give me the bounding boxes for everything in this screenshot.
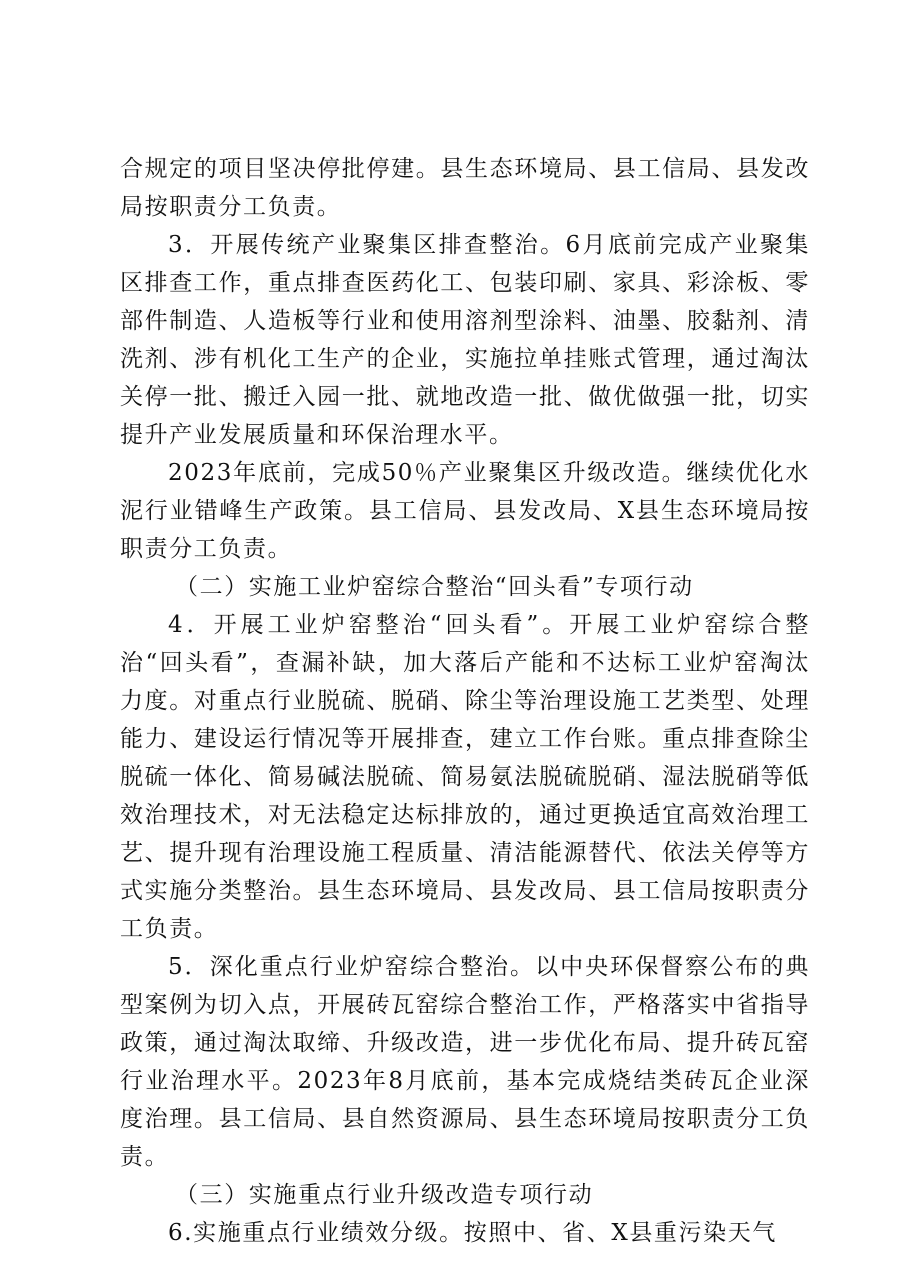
paragraph-item-6: 6.实施重点行业绩效分级。按照中、省、X县重污染天气 xyxy=(168,1220,777,1246)
paragraph-item-3: 3．开展传统产业聚集区排查整治。6月底前完成产业聚集区排查工作，重点排查医药化工、包装印刷、家具、彩涂板、零部件制造、人造板等行业和使用溶剂型涂料、油墨、胶黏剂、清洗剂、涉有机化工生产的企业，实施拉单挂账式管理，通过淘汰关停一批、搬迁入园一批、就地改造一批、做优做强一批，切实提升产业发展质量和环保治理水平。 xyxy=(120,232,810,448)
paragraph-item-4: 4．开展工业炉窑整治“回头看”。开展工业炉窑综合整治“回头看”，查漏补缺，加大落后产能和不达标工业炉窑淘汰力度。对重点行业脱硫、脱硝、除尘等治理设施工艺类型、处理能力、建设运行情况等开展排查，建立工作台账。重点排查除尘脱硫一体化、简易碱法脱硫、简易氨法脱硫脱硝、湿法脱硝等低效治理技术，对无法稳定达标排放的，通过更换适宜高效治理工艺、提升现有治理设施工程质量、清洁能源替代、依法关停等方式实施分类整治。县生态环境局、县发改局、县工信局按职责分工负责。 xyxy=(120,612,810,942)
section-heading-3: （三）实施重点行业升级改造专项行动 xyxy=(175,1182,594,1208)
section-heading-2: （二）实施工业炉窑综合整治“回头看”专项行动 xyxy=(175,574,694,600)
paragraph-item-3-target: 2023年底前，完成50％产业聚集区升级改造。继续优化水泥行业错峰生产政策。县工信局、县发改局、X县生态环境局按职责分工负责。 xyxy=(120,460,810,562)
paragraph-continuation: 合规定的项目坚决停批停建。县生态环境局、县工信局、县发改局按职责分工负责。 xyxy=(120,156,810,220)
document-body xyxy=(120,150,810,1252)
paragraph-item-5: 5．深化重点行业炉窑综合整治。以中央环保督察公布的典型案例为切入点，开展砖瓦窑综合整治工作，严格落实中省指导政策，通过淘汰取缔、升级改造，进一步优化布局、提升砖瓦窑行业治理水平。2023年8月底前，基本完成烧结类砖瓦企业深度治理。县工信局、县自然资源局、县生态环境局按职责分工负责。 xyxy=(120,954,810,1170)
